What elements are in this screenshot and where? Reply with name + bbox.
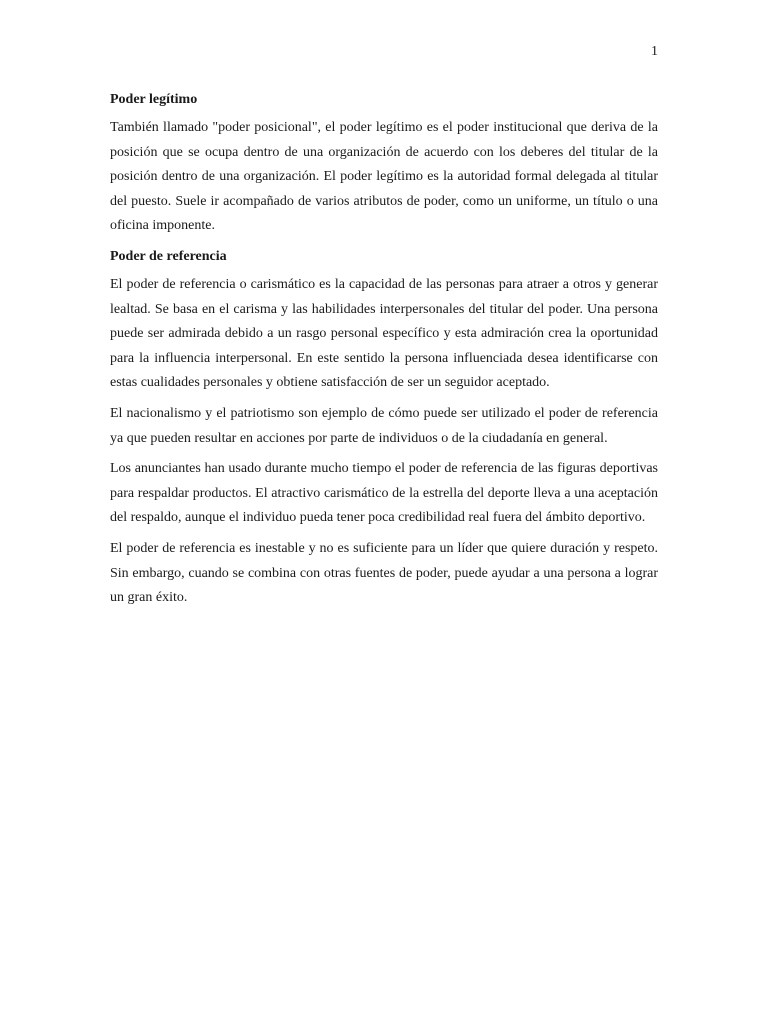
- paragraph: Los anunciantes han usado durante mucho tiempo el poder de referencia de las figuras deportivas para respaldar productos. El atractivo carismático de la estrella del deporte lleva a una aceptación del respaldo, aunque el individuo pueda tener poca credibilidad real fuera del ámbito deportivo.: [110, 461, 658, 526]
- document-body: [110, 88, 658, 617]
- page-number: 1: [651, 44, 658, 59]
- paragraph: El poder de referencia es inestable y no es suficiente para un líder que quiere duración y respeto. Sin embargo, cuando se combina con otras fuentes de poder, puede ayudar a una persona a lograr un gran éxito.: [110, 540, 658, 606]
- paragraph: El poder de referencia o carismático es la capacidad de las personas para atraer a otros y generar lealtad. Se basa en el carisma y las habilidades interpersonales del titular del poder. Una persona puede ser admirada debido a un rasgo personal específico y esta admiración crea la oportunidad para la influencia interpersonal. En este sentido la persona influenciada desea identificarse con estas cualidades personales y obtiene satisfacción de ser un seguidor aceptado.: [110, 276, 658, 391]
- paragraph: También llamado "poder posicional", el poder legítimo es el poder institucional que deriva de la posición que se ocupa dentro de una organización de acuerdo con los deberes del titular de la posición dentro de una organización. El poder legítimo es la autoridad formal delegada al titular del puesto. Suele ir acompañado de varios atributos de poder, como un uniforme, un título o una oficina imponente.: [110, 120, 658, 234]
- paragraph: El nacionalismo y el patriotismo son ejemplo de cómo puede ser utilizado el poder de referencia ya que pueden resultar en acciones por parte de individuos o de la ciudadanía en general.: [110, 405, 658, 446]
- section-heading-poder-de-referencia: Poder de referencia: [110, 248, 227, 264]
- section-heading-poder-legitimo: Poder legítimo: [110, 92, 198, 107]
